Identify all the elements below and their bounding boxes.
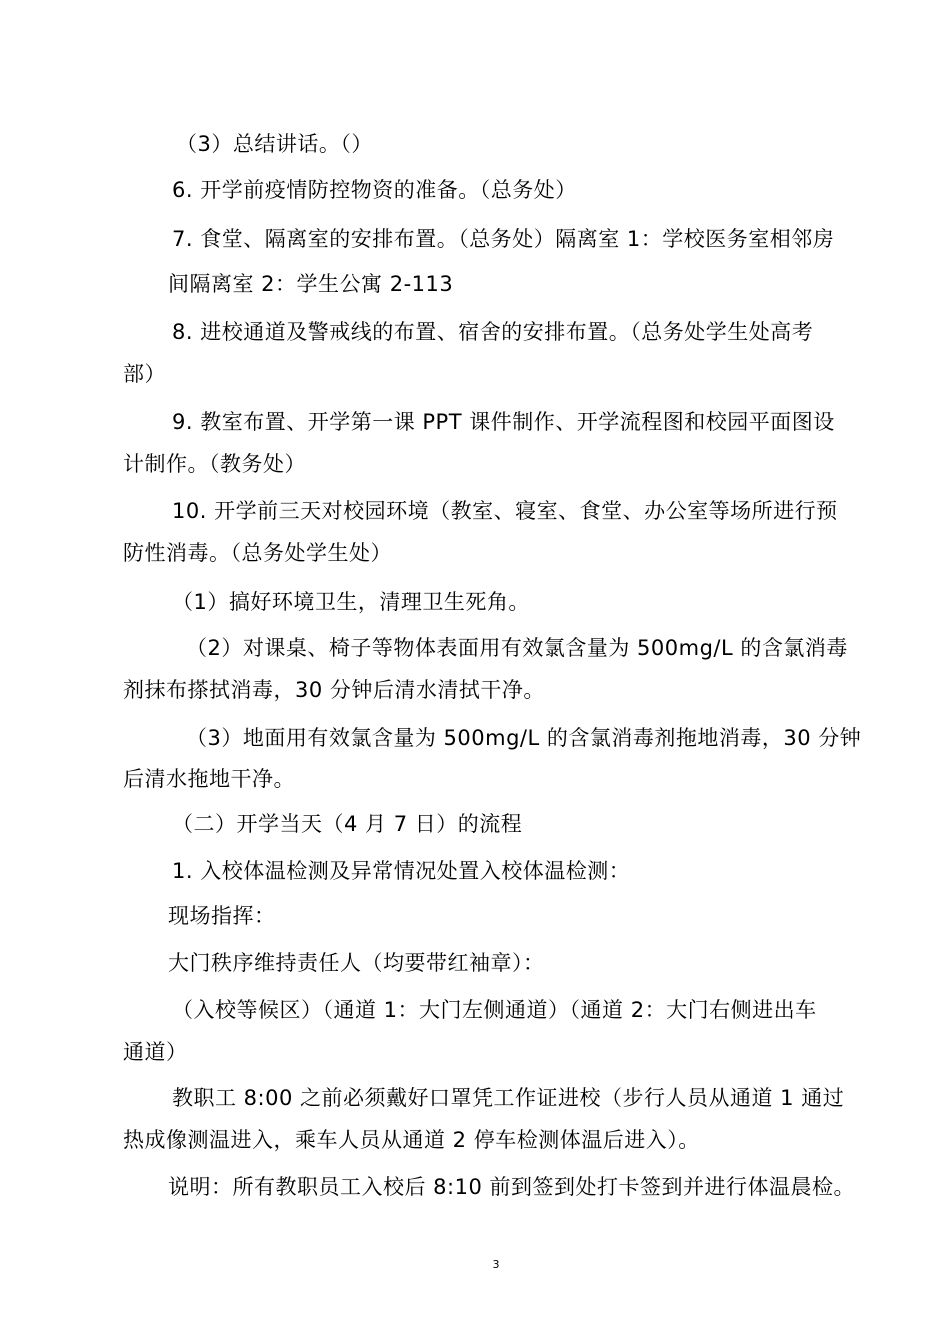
- paragraph-line: 9. 教室布置、开学第一课 PPT 课件制作、开学流程图和校园平面图设: [172, 410, 835, 434]
- paragraph-line: 通道）: [123, 1040, 188, 1064]
- page-number: 3: [492, 1258, 500, 1271]
- paragraph-line: 教职工 8:00 之前必须戴好口罩凭工作证进校（步行人员从通道 1 通过: [172, 1086, 845, 1110]
- paragraph-line: （3）地面用有效氯含量为 500mg/L 的含氯消毒剂拖地消毒，30 分钟: [186, 726, 862, 750]
- paragraph-line: 后清水拖地干净。: [123, 767, 295, 791]
- paragraph-line: 计制作。（教务处）: [123, 452, 306, 476]
- paragraph-line: 防性消毒。（总务处学生处）: [123, 541, 392, 565]
- paragraph-line: （3）总结讲话。（）: [176, 132, 373, 156]
- paragraph-line: 10. 开学前三天对校园环境（教室、寝室、食堂、办公室等场所进行预: [172, 499, 838, 523]
- paragraph-line: 间隔离室 2：学生公寓 2-113: [168, 272, 454, 296]
- paragraph-line: 现场指挥：: [168, 904, 276, 928]
- paragraph-line: 大门秩序维持责任人（均要带红袖章）：: [168, 951, 545, 975]
- paragraph-line: （1）搞好环境卫生，清理卫生死角。: [172, 590, 530, 614]
- paragraph-line: （入校等候区）（通道 1：大门左侧通道）（通道 2：大门右侧进出车: [172, 998, 817, 1022]
- paragraph-line: 部）: [123, 362, 166, 386]
- paragraph-line: 6. 开学前疫情防控物资的准备。（总务处）: [172, 178, 577, 202]
- paragraph-line: 8. 进校通道及警戒线的布置、宿舍的安排布置。（总务处学生处高考: [172, 320, 814, 344]
- paragraph-line: 剂抹布搽拭消毒，30 分钟后清水清拭干净。: [123, 678, 545, 702]
- paragraph-line: （2）对课桌、椅子等物体表面用有效氯含量为 500mg/L 的含氯消毒: [186, 636, 848, 660]
- section-heading: （二）开学当天（4 月 7 日）的流程: [172, 812, 523, 836]
- paragraph-line: 1. 入校体温检测及异常情况处置入校体温检测：: [172, 859, 631, 883]
- paragraph-line: 7. 食堂、隔离室的安排布置。（总务处）隔离室 1：学校医务室相邻房: [172, 227, 835, 251]
- paragraph-line: 热成像测温进入，乘车人员从通道 2 停车检测体温后进入）。: [123, 1128, 700, 1152]
- paragraph-line: 说明：所有教职员工入校后 8:10 前到签到处打卡签到并进行体温晨检。: [168, 1175, 856, 1199]
